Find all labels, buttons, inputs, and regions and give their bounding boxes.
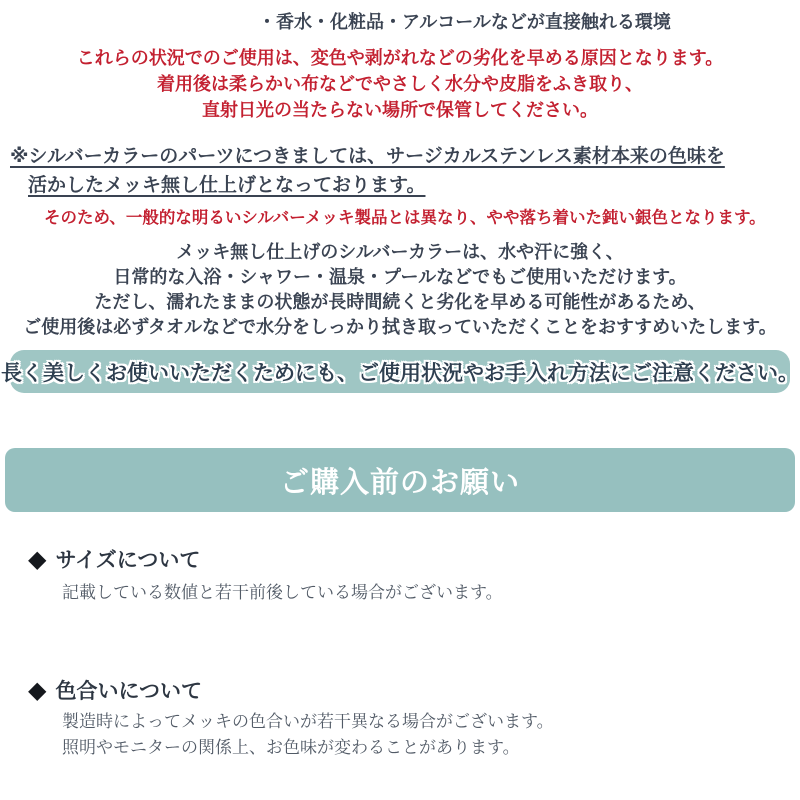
diamond-bullet-icon: ◆ [28, 545, 47, 573]
warning-line: 着用後は柔らかい布などでやさしく水分や皮脂をふき取り、 [157, 74, 643, 95]
section-body-color [62, 710, 554, 761]
purchase-banner-title: ご購入前のお願い [279, 464, 520, 499]
section-body-line: 製造時によってメッキの色合いが若干異なる場合がございます。 [62, 712, 554, 732]
silver-color-note [10, 142, 725, 200]
silver-note-red-caption: そのため、一般的な明るいシルバーメッキ製品とは異なり、やや落ち着いた鈍い銀色となります。 [44, 208, 766, 227]
care-highlight-band [1, 350, 799, 393]
silver-note-underlined-line: ※シルバーカラーのパーツにつきましては、サージカルステンレス素材本来の色味を [10, 145, 725, 167]
deterioration-warning-block [0, 46, 800, 124]
section-title: サイズについて [55, 548, 201, 572]
usage-line: メッキ無し仕上げのシルバーカラーは、水や汗に強く、 [176, 242, 624, 263]
section-body-line: 照明やモニターの関係上、お色味が変わることがあります。 [62, 737, 520, 758]
diamond-bullet-icon: ◆ [28, 676, 47, 704]
silver-usage-paragraph [0, 240, 800, 340]
usage-line: ただし、濡れたままの状態が長時間続くと劣化を早める可能性があるため、 [94, 292, 706, 313]
section-heading-color [28, 675, 202, 705]
usage-line: ご使用後は必ずタオルなどで水分をしっかり拭き取っていただくことをおすすめいたします。 [23, 317, 777, 338]
purchase-notice-banner [5, 448, 795, 512]
usage-line: 日常的な入浴・シャワー・温泉・プールなどでもご使用いただけます。 [113, 267, 687, 288]
environment-bullet-item: ・香水・化粧品・アルコールなどが直接触れる環境 [258, 12, 671, 33]
section-body-line: 記載している数値と若干前後している場合がございます。 [62, 583, 503, 603]
warning-line: これらの状況でのご使用は、変色や剥がれなどの劣化を早める原因となります。 [76, 48, 724, 69]
section-heading-size [28, 544, 200, 574]
section-body-size [62, 581, 503, 607]
warning-line: 直射日光の当たらない場所で保管してください。 [202, 100, 598, 121]
section-title: 色合いについて [55, 679, 203, 703]
care-highlight-text: 長く美しくお使いいただくためにも、ご使用状況やお手入れ方法にご注意ください。 [1, 360, 799, 385]
silver-note-underlined-line: 活かしたメッキ無し仕上げとなっております。 [28, 174, 426, 196]
